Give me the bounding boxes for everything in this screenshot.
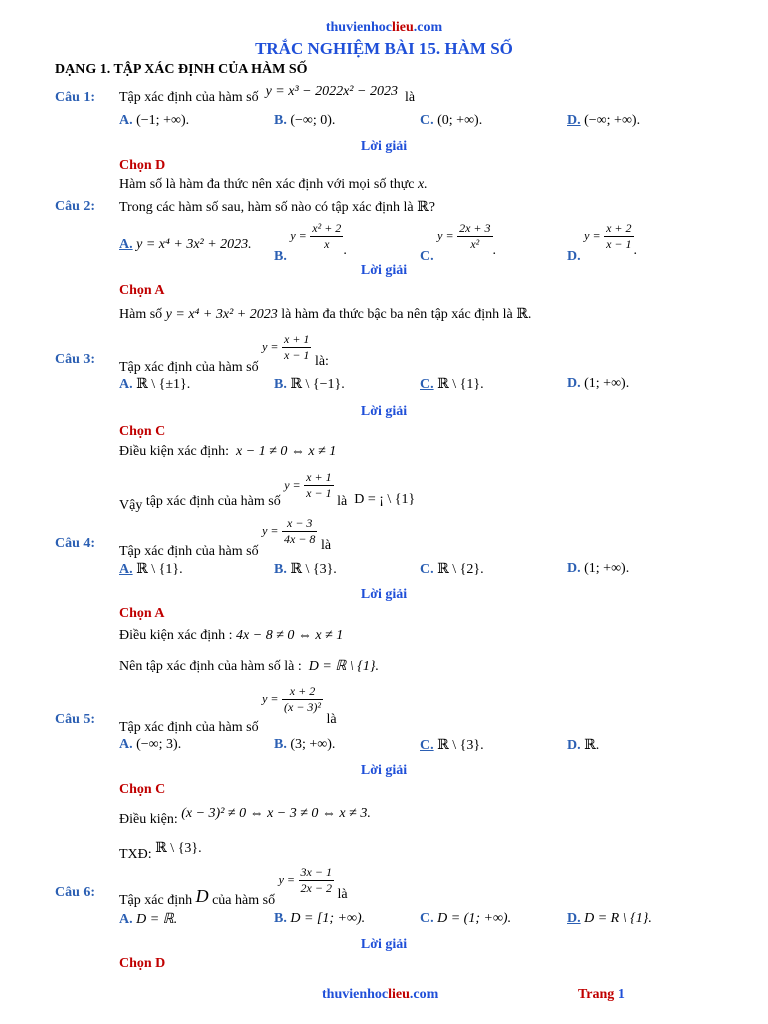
q1-option-d[interactable]: D. (−∞; +∞). (567, 113, 641, 128)
q5-solution-1: Điều kiện: (x − 3)² ≠ 0 ⇔ x − 3 ≠ 0 ⇔ x ≠ 3. (119, 806, 371, 827)
q1-solution: Hàm số là hàm đa thức nên xác định với mọi số thực x. (119, 177, 428, 192)
q3-solution-2: Vậy tập xác định của hàm số y = $\frac{x + 1}{x - 1}$ là D = ¡ \ {1} (119, 470, 416, 513)
q6-answer: Chọn D (119, 956, 166, 971)
question-5-text: Tập xác định của hàm số y = $\frac{x + 2}{\text{(x − 3)²}}$ là (119, 684, 337, 735)
q1-option-c[interactable]: C. (0; +∞). (420, 113, 483, 128)
site-header[interactable]: thuvienhoclieu.com (325, 20, 443, 35)
q3-answer: Chọn C (119, 424, 166, 439)
q3-loi-giai: Lời giải (360, 404, 408, 419)
q4-solution-1: Điều kiện xác định : 4x − 8 ≠ 0 ⇔ x ≠ 1 (119, 628, 344, 643)
q4-solution-2: Nên tập xác định của hàm số là : D = ℝ \ {1}. (119, 659, 379, 674)
q3-option-a[interactable]: A. ℝ \ {±1}. (119, 377, 191, 392)
question-1-text: Tập xác định của hàm số y = x³ − 2022x² − 2023 là (119, 84, 416, 105)
question-3-text: Tập xác định của hàm số y = $\frac{x + 1}{x - 1}$ là: (119, 332, 329, 375)
question-2-text: Trong các hàm số sau, hàm số nào có tập xác định là ℝ? (119, 200, 435, 215)
q5-loi-giai: Lời giải (360, 763, 408, 778)
q5-option-d[interactable]: D. ℝ. (567, 738, 600, 753)
question-1-label: Câu 1: (55, 90, 96, 105)
q1-option-a[interactable]: A. (−1; +∞). (119, 113, 190, 128)
q2-loi-giai: Lời giải (360, 263, 408, 278)
q2-answer: Chọn A (119, 283, 165, 298)
q2-option-a[interactable]: A. y = x⁴ + 3x² + 2023. (119, 237, 252, 252)
q5-answer: Chọn C (119, 782, 166, 797)
q2-option-c[interactable]: C. y = $\frac{2x + 3}{\text{x²}}$ . (420, 221, 496, 264)
page-number: Trang 1 (578, 987, 625, 1002)
q6-option-b[interactable]: B. D = [1; +∞). (274, 911, 366, 926)
q2-option-d[interactable]: D. y = $\frac{x + 2}{x - 1}$ . (567, 221, 637, 264)
q1-loi-giai: Lời giải (360, 139, 408, 154)
question-4-text: Tập xác định của hàm số y = $\frac{x - 3}{4x - 8}$ là (119, 516, 332, 559)
q2-option-b[interactable]: B. y = $\frac{\text{x² + 2}}{x}$ . (274, 221, 347, 264)
q4-option-c[interactable]: C. ℝ \ {2}. (420, 562, 484, 577)
section-heading: DẠNG 1. TẬP XÁC ĐỊNH CỦA HÀM SỐ (55, 62, 308, 77)
question-5-label: Câu 5: (55, 712, 96, 727)
q1-option-b[interactable]: B. (−∞; 0). (274, 113, 336, 128)
q3-option-c[interactable]: C. ℝ \ {1}. (420, 377, 484, 392)
q5-option-b[interactable]: B. (3; +∞). (274, 737, 336, 752)
page-title: TRẮC NGHIỆM BÀI 15. HÀM SỐ (255, 39, 513, 58)
footer-site[interactable]: thuvienhoclieu.com (322, 987, 439, 1002)
q3-option-b[interactable]: B. ℝ \ {−1}. (274, 377, 345, 392)
q3-solution-1: Điều kiện xác định: x − 1 ≠ 0 ⇔ x ≠ 1 (119, 444, 337, 459)
q5-option-a[interactable]: A. (−∞; 3). (119, 737, 182, 752)
q2-solution: Hàm số y = x⁴ + 3x² + 2023 là hàm đa thức bậc ba nên tập xác định là ℝ. (119, 307, 532, 322)
q3-option-d[interactable]: D. (1; +∞). (567, 376, 630, 391)
question-6-label: Câu 6: (55, 885, 96, 900)
q6-option-a[interactable]: A. D = ℝ. (119, 912, 178, 927)
q5-option-c[interactable]: C. ℝ \ {3}. (420, 738, 484, 753)
question-4-label: Câu 4: (55, 536, 96, 551)
q4-option-a[interactable]: A. ℝ \ {1}. (119, 562, 183, 577)
question-3-label: Câu 3: (55, 352, 96, 367)
q4-loi-giai: Lời giải (360, 587, 408, 602)
q6-option-c[interactable]: C. D = (1; +∞). (420, 911, 512, 926)
q4-option-b[interactable]: B. ℝ \ {3}. (274, 562, 337, 577)
q6-option-d[interactable]: D. D = R \ {1}. (567, 911, 652, 926)
question-2-label: Câu 2: (55, 199, 96, 214)
q1-answer: Chọn D (119, 158, 166, 173)
q4-option-d[interactable]: D. (1; +∞). (567, 561, 630, 576)
q6-loi-giai: Lời giải (360, 937, 408, 952)
q4-answer: Chọn A (119, 606, 165, 621)
q5-solution-2: TXĐ: ℝ \ {3}. (119, 841, 202, 862)
question-6-text: Tập xác định D của hàm số y = $\frac{3x - 1}{2x - 2}$ là (119, 865, 348, 908)
